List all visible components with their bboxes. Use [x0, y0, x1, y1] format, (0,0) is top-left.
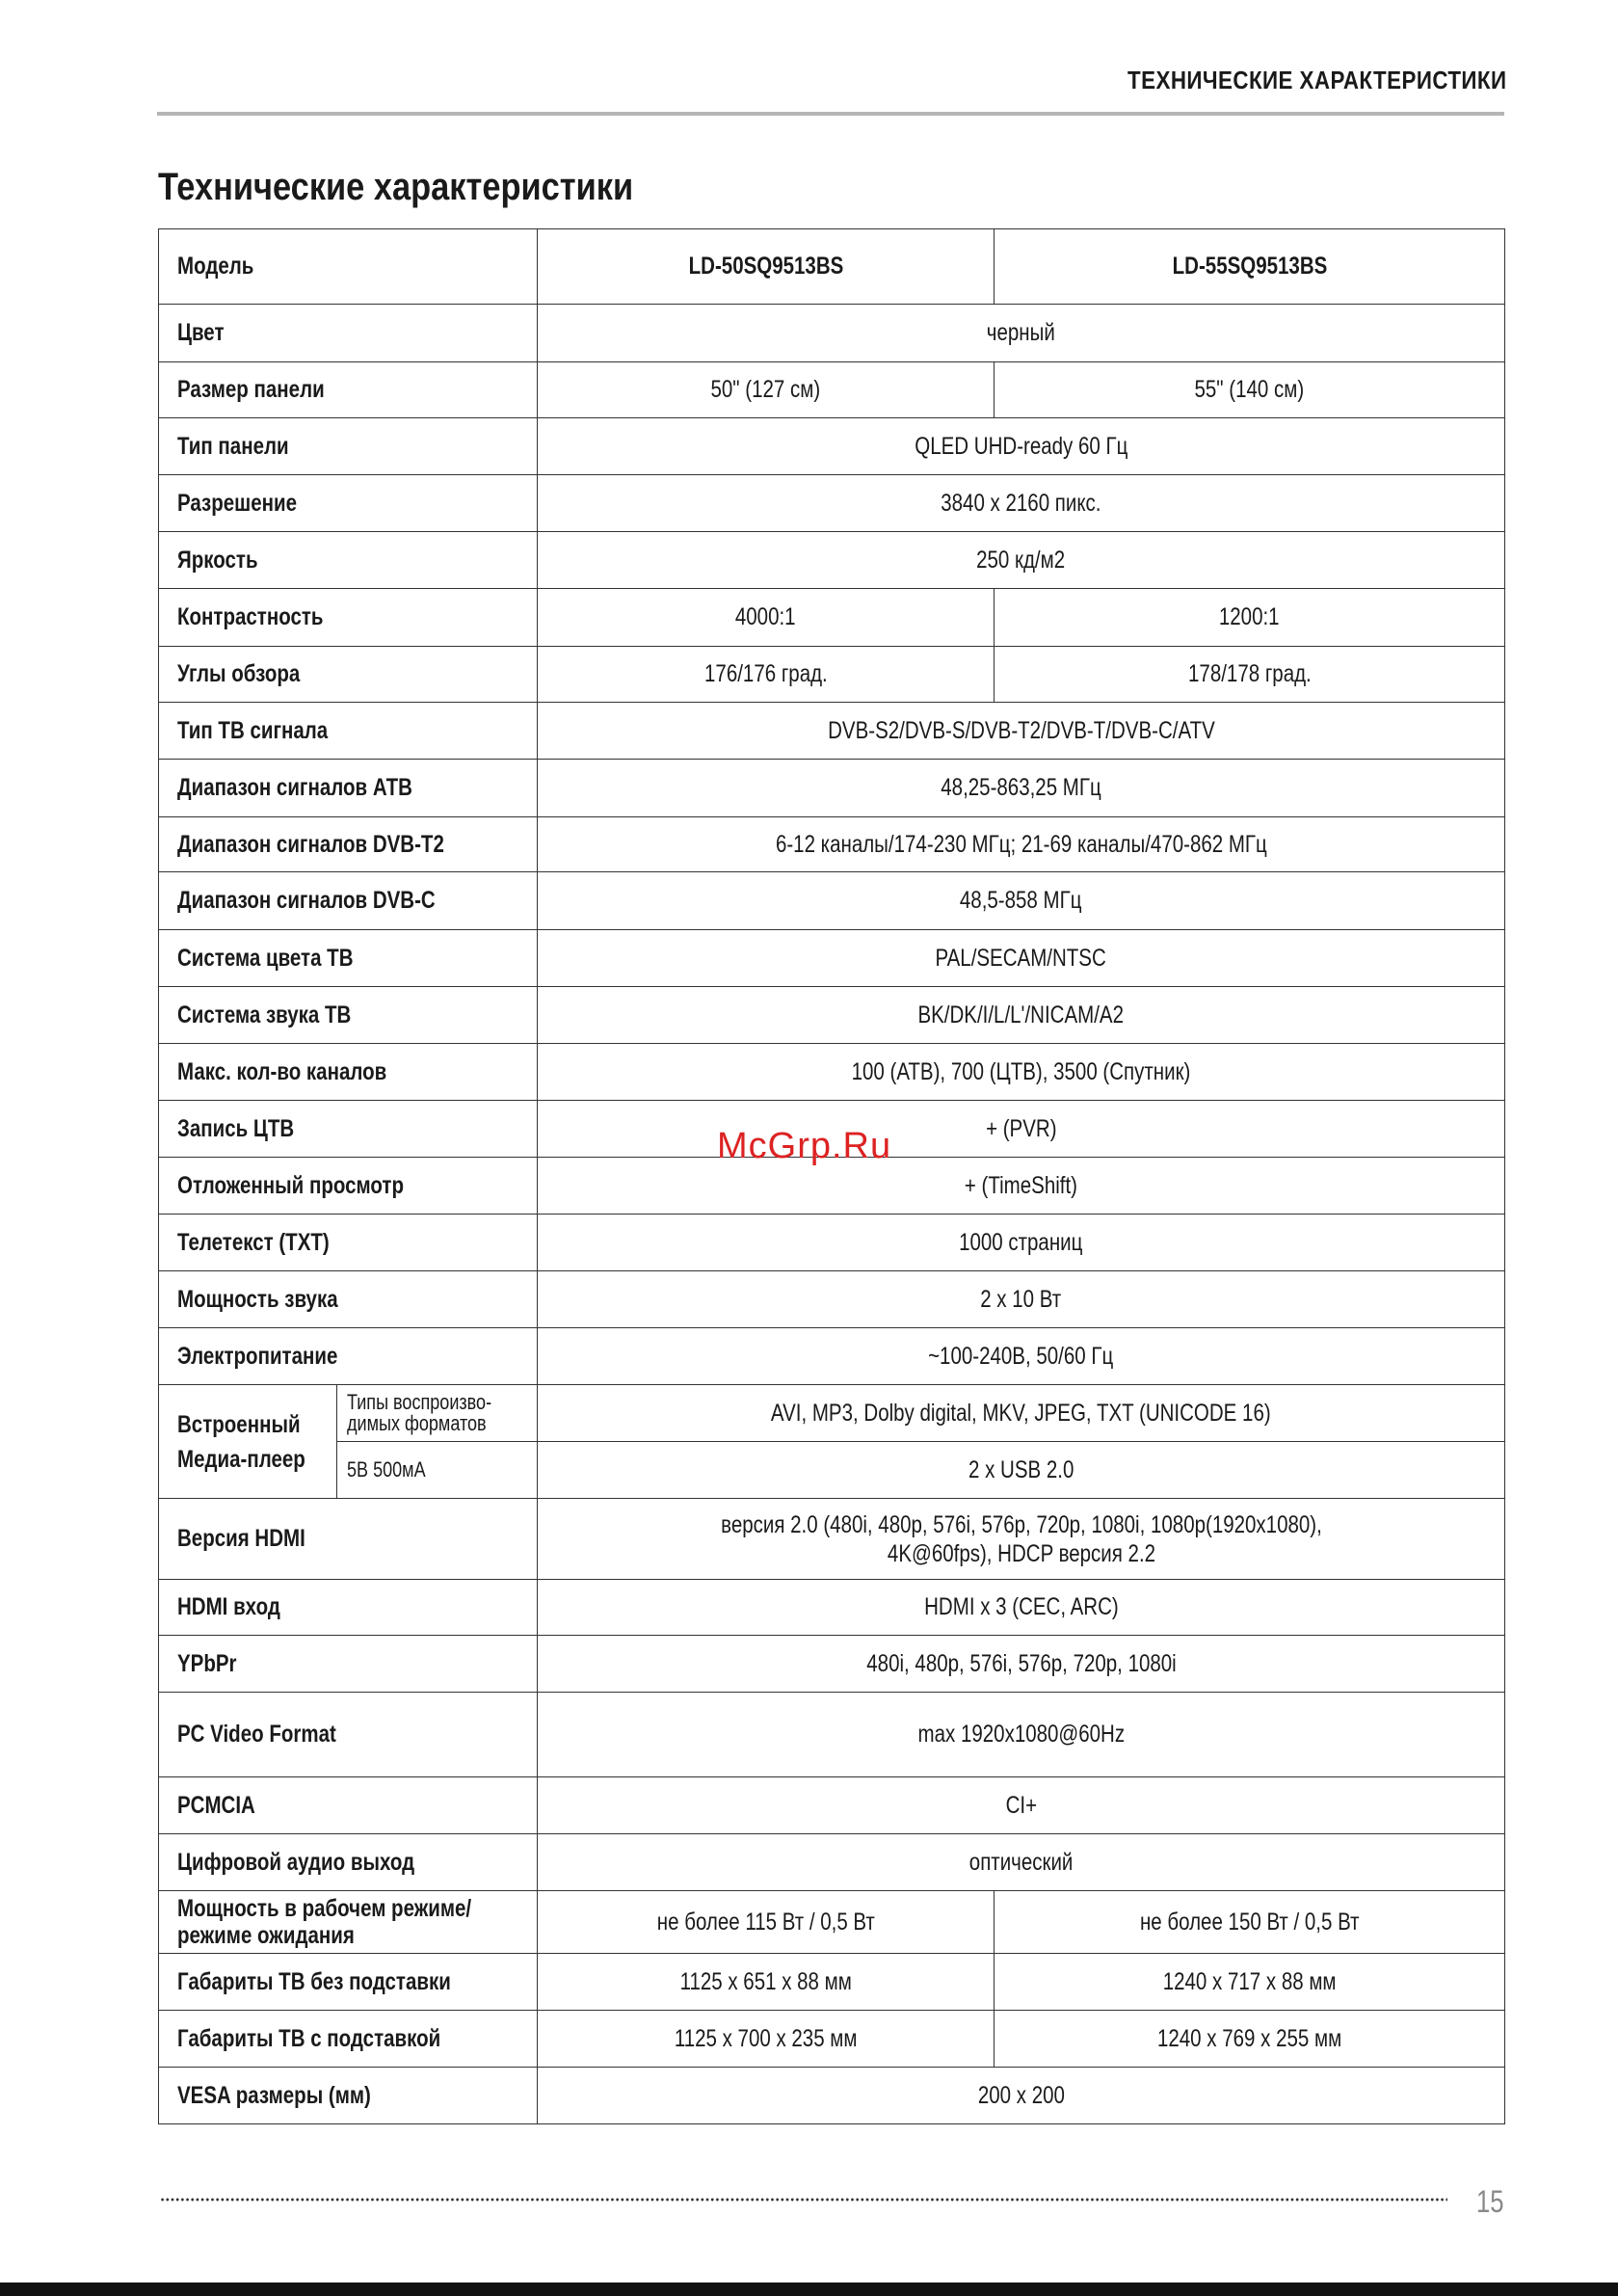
- table-row: [159, 418, 1505, 475]
- row-value: 250 кд/м2: [538, 532, 1505, 589]
- row-value: 48,5-858 МГц: [538, 872, 1505, 930]
- row-label: Отложенный просмотр: [159, 1158, 538, 1215]
- row-label: Запись ЦТВ: [159, 1101, 538, 1158]
- table-row: [159, 1580, 1505, 1636]
- row-label: Система звука ТВ: [159, 987, 538, 1044]
- table-row: [159, 1636, 1505, 1693]
- row-label: Версия HDMI: [159, 1499, 538, 1580]
- row-value-v2: 1200:1: [995, 589, 1505, 647]
- row-value: 1000 страниц: [538, 1215, 1505, 1271]
- row-value: ~100-240В, 50/60 Гц: [538, 1328, 1505, 1385]
- usb-value: 2 х USB 2.0: [538, 1442, 1505, 1499]
- model-2-header: LD-55SQ9513BS: [995, 229, 1505, 305]
- row-label: Мощность в рабочем режиме/ режиме ожидания: [159, 1891, 538, 1954]
- watermark: McGrp.Ru: [717, 1126, 892, 1166]
- row-value-v1: 176/176 град.: [538, 647, 995, 703]
- table-row: [159, 1215, 1505, 1271]
- bottom-edge-bar: [0, 2283, 1618, 2296]
- row-value: черный: [538, 305, 1505, 362]
- row-label: Диапазон сигналов АТВ: [159, 760, 538, 817]
- media-player-label: Встроенный Медиа-плеер: [159, 1385, 337, 1499]
- row-value-v1: 4000:1: [538, 589, 995, 647]
- row-value: 3840 х 2160 пикс.: [538, 475, 1505, 532]
- table-row: [159, 1891, 1505, 1954]
- model-1-header: LD-50SQ9513BS: [538, 229, 995, 305]
- row-label: Мощность звука: [159, 1271, 538, 1328]
- table-row: [159, 647, 1505, 703]
- table-row: [159, 1271, 1505, 1328]
- row-label: Тип ТВ сигнала: [159, 703, 538, 760]
- row-value: PAL/SECAM/NTSC: [538, 930, 1505, 987]
- row-label: VESA размеры (мм): [159, 2068, 538, 2124]
- table-row: [159, 532, 1505, 589]
- usb-power-sublabel: 5В 500мА: [337, 1442, 538, 1499]
- row-label: Яркость: [159, 532, 538, 589]
- row-value: 2 х 10 Вт: [538, 1271, 1505, 1328]
- row-label: Телетекст (TXT): [159, 1215, 538, 1271]
- row-value-v1: 1125 х 651 х 88 мм: [538, 1954, 995, 2011]
- row-value: BK/DK/I/L/L'/NICAM/A2: [538, 987, 1505, 1044]
- row-value: 200 х 200: [538, 2068, 1505, 2124]
- table-row: [159, 930, 1505, 987]
- row-value: оптический: [538, 1834, 1505, 1891]
- table-row: [159, 305, 1505, 362]
- row-value-v1: 1125 х 700 х 235 мм: [538, 2011, 995, 2068]
- media-formats-sublabel: Типы воспроизво-димых форматов: [337, 1385, 538, 1442]
- row-label: Габариты ТВ без подставки: [159, 1954, 538, 2011]
- table-row: [159, 2068, 1505, 2124]
- row-value: CI+: [538, 1777, 1505, 1834]
- table-cell-label: Модель: [159, 229, 538, 305]
- row-label: Диапазон сигналов DVB-C: [159, 872, 538, 930]
- row-value-v2: 1240 х 717 х 88 мм: [995, 1954, 1505, 2011]
- row-label: Электропитание: [159, 1328, 538, 1385]
- row-value-v2: 178/178 град.: [995, 647, 1505, 703]
- row-label: Диапазон сигналов DVB-T2: [159, 817, 538, 872]
- table-row: [159, 1693, 1505, 1777]
- table-row: [159, 817, 1505, 872]
- page-title: Технические характеристики: [158, 166, 634, 208]
- table-row: [159, 1834, 1505, 1891]
- media-formats-value: AVI, MP3, Dolby digital, MKV, JPEG, TXT (UNICODE 16): [538, 1385, 1505, 1442]
- row-value: + (TimeShift): [538, 1158, 1505, 1215]
- table-head-row: [159, 229, 1505, 305]
- table-row: [159, 1385, 1505, 1442]
- table-row: [159, 872, 1505, 930]
- row-value-v2: 1240 х 769 х 255 мм: [995, 2011, 1505, 2068]
- row-label: Макс. кол-во каналов: [159, 1044, 538, 1101]
- table-row: [159, 1777, 1505, 1834]
- table-row: [159, 362, 1505, 418]
- row-label: HDMI вход: [159, 1580, 538, 1636]
- header-rule: [157, 112, 1504, 116]
- table-row: [159, 987, 1505, 1044]
- row-value: 100 (АТВ), 700 (ЦТВ), 3500 (Спутник): [538, 1044, 1505, 1101]
- row-label: Контрастность: [159, 589, 538, 647]
- table-row: [159, 703, 1505, 760]
- row-label: PC Video Format: [159, 1693, 538, 1777]
- table-row: [159, 760, 1505, 817]
- running-header: ТЕХНИЧЕСКИЕ ХАРАКТЕРИСТИКИ: [1127, 66, 1507, 94]
- table-row: [159, 1328, 1505, 1385]
- table-row: [159, 475, 1505, 532]
- row-label: Тип панели: [159, 418, 538, 475]
- row-value: max 1920x1080@60Hz: [538, 1693, 1505, 1777]
- row-label: Разрешение: [159, 475, 538, 532]
- spec-table: [158, 228, 1505, 2124]
- row-value-v1: не более 115 Вт / 0,5 Вт: [538, 1891, 995, 1954]
- row-label: PCMCIA: [159, 1777, 538, 1834]
- row-value: 48,25-863,25 МГц: [538, 760, 1505, 817]
- row-label: Система цвета ТВ: [159, 930, 538, 987]
- table-row: [159, 1954, 1505, 2011]
- table-row: [159, 589, 1505, 647]
- table-row: [159, 1044, 1505, 1101]
- row-label: Углы обзора: [159, 647, 538, 703]
- row-value: HDMI х 3 (CEC, ARC): [538, 1580, 1505, 1636]
- row-value: DVB-S2/DVB-S/DVB-T2/DVB-T/DVB-C/ATV: [538, 703, 1505, 760]
- row-value-v2: 55" (140 см): [995, 362, 1505, 418]
- row-value: QLED UHD-ready 60 Гц: [538, 418, 1505, 475]
- row-value: + (PVR): [538, 1101, 1505, 1158]
- row-label: Размер панели: [159, 362, 538, 418]
- row-value-v2: не более 150 Вт / 0,5 Вт: [995, 1891, 1505, 1954]
- row-label: YPbPr: [159, 1636, 538, 1693]
- dotted-footer-rule: [160, 2198, 1447, 2202]
- table-row: [159, 1499, 1505, 1580]
- row-label: Габариты ТВ с подставкой: [159, 2011, 538, 2068]
- row-value: версия 2.0 (480i, 480p, 576i, 576p, 720p, 1080i, 1080p(1920x1080), 4K@60fps), HDCP версия 2.2: [538, 1499, 1505, 1580]
- row-label: Цвет: [159, 305, 538, 362]
- row-value: 6-12 каналы/174-230 МГц; 21-69 каналы/470-862 МГц: [538, 817, 1505, 872]
- page-number: 15: [1476, 2184, 1504, 2219]
- row-value-v1: 50" (127 см): [538, 362, 995, 418]
- row-label: Цифровой аудио выход: [159, 1834, 538, 1891]
- table-row: [159, 2011, 1505, 2068]
- table-row: [159, 1442, 1505, 1499]
- row-value: 480i, 480p, 576i, 576p, 720p, 1080i: [538, 1636, 1505, 1693]
